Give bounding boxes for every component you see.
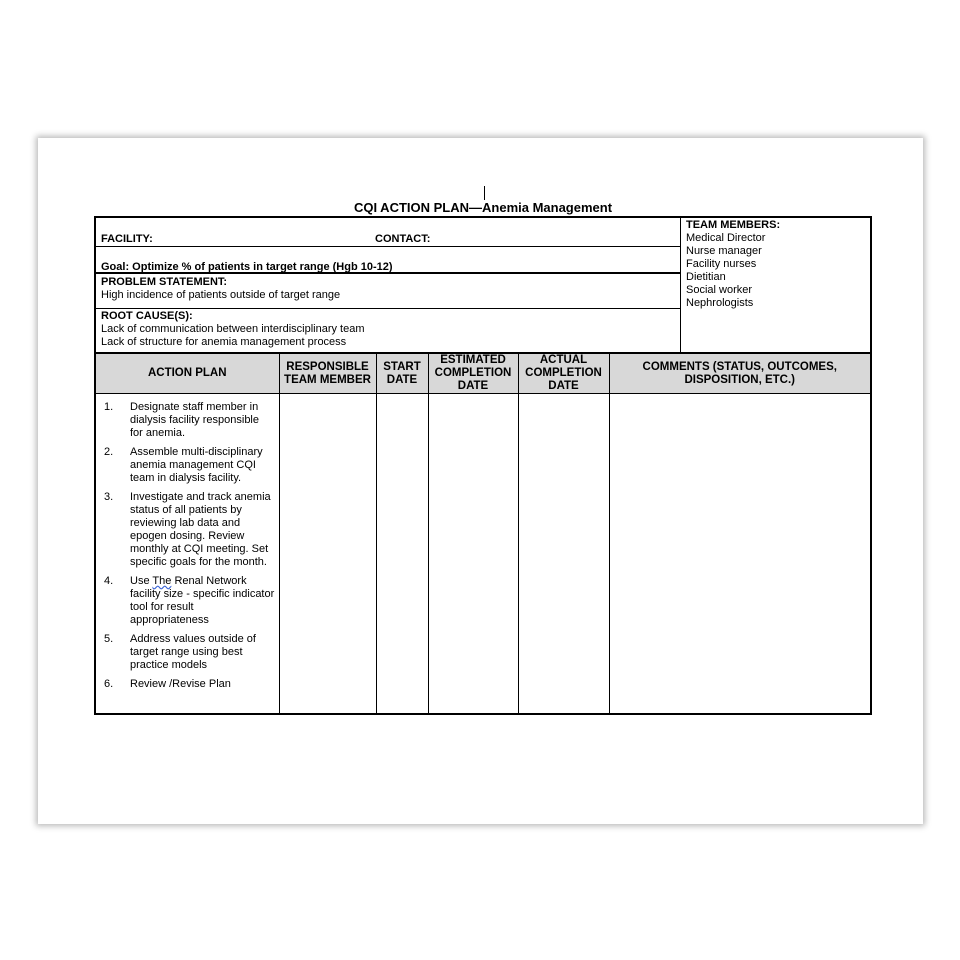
team-member: Social worker (686, 284, 753, 296)
spellcheck-marked-word: The (152, 575, 172, 587)
step-number: 2. (104, 446, 114, 458)
table-row (95, 394, 871, 715)
step-text: Assemble multi-disciplinary anemia management CQI team in dialysis facility. (130, 446, 263, 484)
team-member: Nurse manager (686, 245, 762, 257)
column-header-estimated-completion: ESTIMATED COMPLETION DATE (428, 353, 518, 394)
team-member: Dietitian (686, 271, 726, 283)
header-block (94, 216, 872, 352)
text-cursor (484, 186, 485, 200)
document-title: CQI ACTION PLAN—Anemia Management (353, 200, 613, 215)
step-text: Address values outside of target range using best practice models (130, 633, 256, 671)
column-header-start-date: START DATE (376, 353, 428, 394)
team-member: Medical Director (686, 232, 766, 244)
step-number: 5. (104, 633, 114, 645)
team-member: Facility nurses (686, 258, 757, 270)
comments-cell[interactable] (609, 394, 871, 715)
problem-text: High incidence of patients outside of target range (101, 289, 341, 301)
column-header-actual-completion: ACTUAL COMPLETION DATE (518, 353, 609, 394)
step-text-end: Renal Network facility size - specific indicator tool for result appropriateness (130, 575, 275, 626)
table-header-row (95, 353, 871, 394)
goal-row (96, 247, 680, 274)
list-item (104, 678, 275, 691)
action-steps-list (96, 394, 279, 691)
step-number: 3. (104, 491, 114, 503)
team-member: Nephrologists (686, 297, 754, 309)
step-text: Investigate and track anemia status of all patients by reviewing lab data and epogen dosing. Review monthly at CQI meeting. Set specific goals for the month. (130, 491, 271, 568)
contact-label: CONTACT: (375, 233, 431, 245)
list-item (104, 633, 275, 672)
list-item (104, 575, 275, 627)
problem-row (96, 274, 680, 309)
root-cause-item: Lack of structure for anemia management process (101, 336, 347, 348)
root-cause-row (96, 309, 680, 354)
step-number: 1. (104, 401, 114, 413)
team-members-label: TEAM MEMBERS: (686, 219, 781, 231)
problem-label: PROBLEM STATEMENT: (101, 276, 228, 288)
step-number: 6. (104, 678, 114, 690)
list-item (104, 446, 275, 485)
header-left-column (96, 218, 681, 354)
step-text: Designate staff member in dialysis facility responsible for anemia. (130, 401, 259, 439)
actual-completion-cell[interactable] (518, 394, 609, 715)
facility-label: FACILITY: (101, 233, 153, 245)
column-header-responsible: RESPONSIBLE TEAM MEMBER (279, 353, 376, 394)
estimated-completion-cell[interactable] (428, 394, 518, 715)
step-text-start: Use (130, 575, 153, 587)
start-date-cell[interactable] (376, 394, 428, 715)
list-item (104, 401, 275, 440)
step-text (130, 575, 275, 627)
root-cause-label: ROOT CAUSE(S): (101, 310, 193, 322)
root-cause-item: Lack of communication between interdisciplinary team (101, 323, 365, 335)
action-plan-cell (95, 394, 279, 715)
column-header-comments: COMMENTS (STATUS, OUTCOMES, DISPOSITION, ETC.) (609, 353, 871, 394)
column-header-action-plan: ACTION PLAN (95, 353, 279, 394)
goal-text: Goal: Optimize % of patients in target range (Hgb 10-12) (101, 261, 393, 273)
team-members-panel (681, 218, 870, 354)
action-plan-table (94, 352, 872, 715)
facility-row (96, 218, 680, 247)
step-text: Review /Revise Plan (130, 678, 231, 690)
responsible-cell[interactable] (279, 394, 376, 715)
list-item (104, 491, 275, 569)
step-number: 4. (104, 575, 114, 587)
